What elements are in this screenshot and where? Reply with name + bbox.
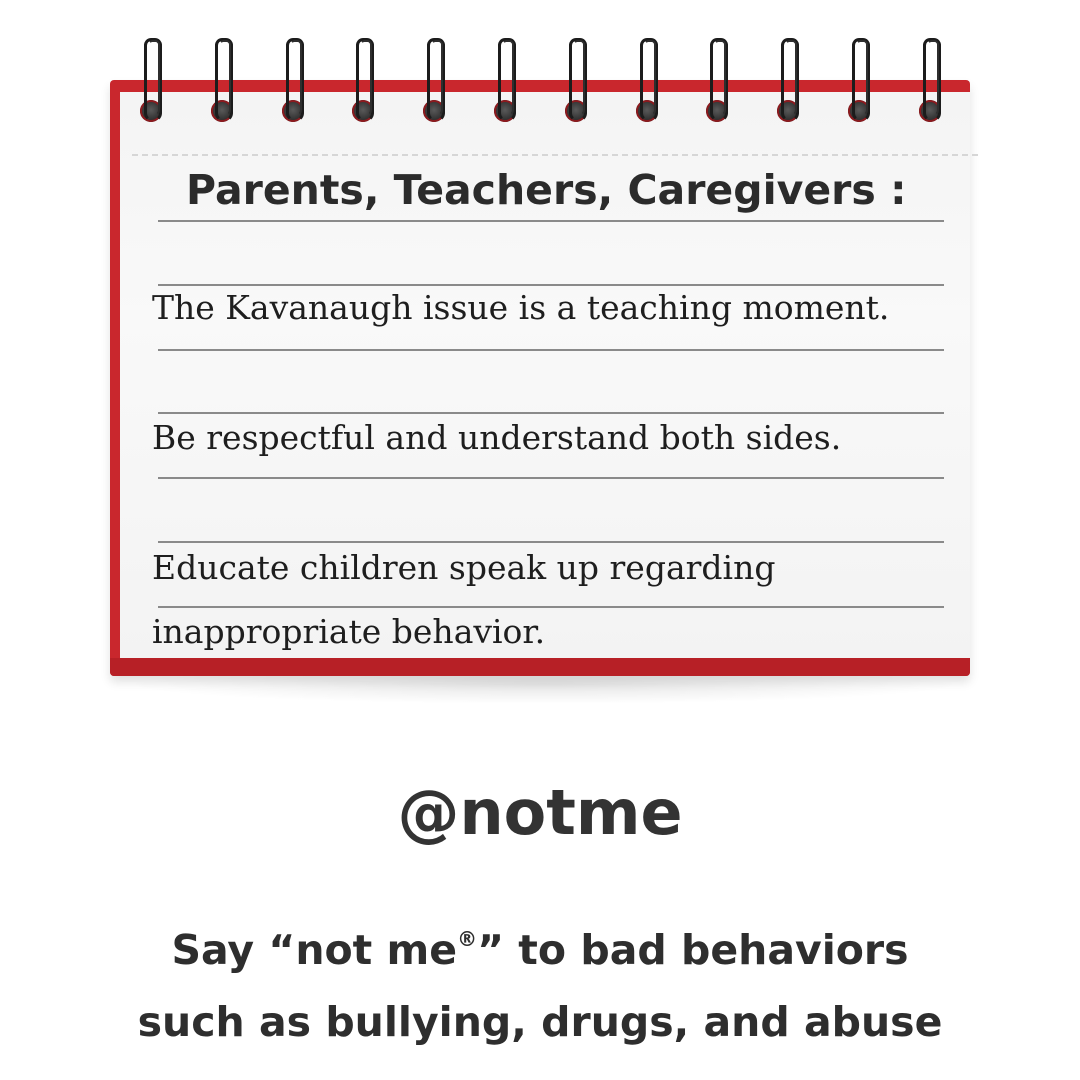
notepad-line-3: Educate children speak up regarding (152, 548, 776, 587)
spiral-ring (848, 38, 870, 138)
ring-wire-inner (431, 40, 443, 116)
notepad-paper (120, 92, 970, 658)
notepad-line-1: The Kavanaugh issue is a teaching moment. (152, 288, 890, 327)
spiral-ring (140, 38, 162, 138)
spiral-ring (352, 38, 374, 138)
spiral-ring (565, 38, 587, 138)
tagline-line-1-start: Say “not me (171, 926, 458, 974)
ruled-line (158, 606, 944, 608)
ring-wire-inner (219, 40, 231, 116)
tagline-line-1 (0, 926, 1080, 974)
ring-wire-inner (360, 40, 372, 116)
ring-wire-inner (148, 40, 160, 116)
spiral-ring (919, 38, 941, 138)
handle-text: @notme (397, 776, 683, 849)
tagline-line-2: such as bullying, drugs, and abuse (137, 998, 943, 1046)
spiral-ring (423, 38, 445, 138)
ring-wire-inner (573, 40, 585, 116)
ruled-line (158, 349, 944, 351)
ruled-line (158, 220, 944, 222)
spiral-notepad (110, 80, 970, 676)
ring-wire-inner (714, 40, 726, 116)
ring-wire-inner (785, 40, 797, 116)
ring-wire-inner (502, 40, 514, 116)
notepad-line-2: Be respectful and understand both sides. (152, 418, 842, 457)
spiral-binding (110, 38, 970, 138)
spiral-ring (706, 38, 728, 138)
spiral-ring (777, 38, 799, 138)
ruled-line (158, 541, 944, 543)
ring-wire-inner (856, 40, 868, 116)
notepad-heading: Parents, Teachers, Caregivers : (186, 166, 907, 214)
ruled-line (158, 284, 944, 286)
ring-wire-inner (644, 40, 656, 116)
ruled-line (158, 412, 944, 414)
ring-wire-inner (927, 40, 939, 116)
spiral-ring (494, 38, 516, 138)
ring-wire-inner (290, 40, 302, 116)
ruled-line (158, 477, 944, 479)
registered-mark: ® (457, 927, 478, 951)
spiral-ring (211, 38, 233, 138)
spiral-ring (636, 38, 658, 138)
spiral-ring (282, 38, 304, 138)
tagline-line-1-end: ” to bad behaviors (477, 926, 909, 974)
perforation-line (132, 154, 978, 156)
notepad-cover-edge (110, 658, 970, 676)
notepad-line-4: inappropriate behavior. (152, 612, 546, 651)
